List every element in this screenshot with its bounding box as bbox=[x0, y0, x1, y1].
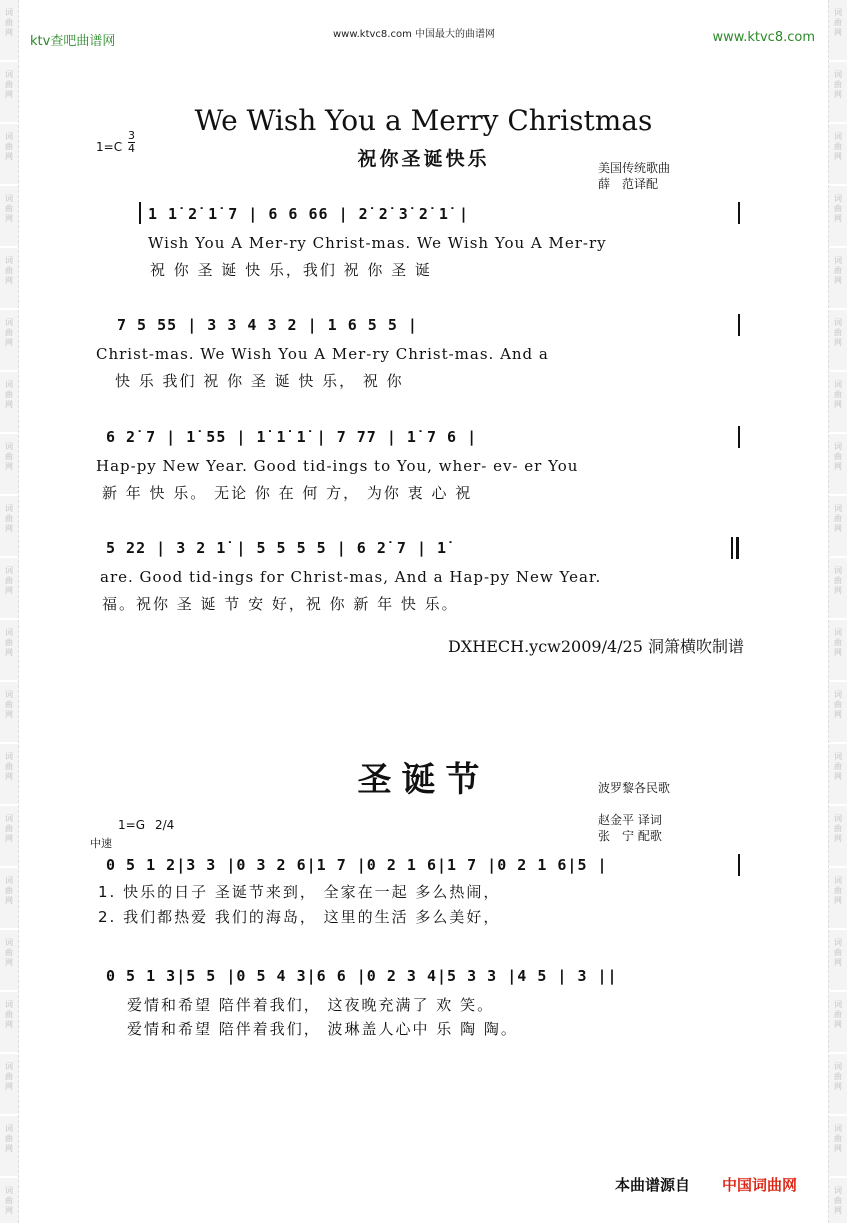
right-margin-strip bbox=[828, 0, 847, 1223]
song2-title: 圣诞节 bbox=[357, 760, 490, 800]
margin-watermark-glyph: 词 曲 网 bbox=[5, 1062, 13, 1091]
song2-row2-notes: 0 5 1 3|5 5 |0 5 4 3|6 6 |0 2 3 4|5 3 3 |4 5 | 3 || bbox=[106, 967, 618, 985]
song2-row2-lyric1: 爱情和希望 陪伴着我们， 这夜晚充满了 欢 笑。 bbox=[127, 996, 495, 1014]
margin-watermark-glyph: 词 曲 网 bbox=[5, 814, 13, 843]
song1-row1-english: Wish You A Mer-ry Christ-mas. We Wish You A Mer-ry bbox=[148, 234, 607, 252]
margin-watermark-glyph: 词 曲 网 bbox=[5, 504, 13, 533]
song1-row3-english: Hap-py New Year. Good tid-ings to You, wher- ev- er You bbox=[96, 457, 579, 475]
song2-row1-lyric1: 1. 快乐的日子 圣诞节来到， 全家在一起 多么热闹， bbox=[98, 883, 501, 901]
margin-watermark-glyph: 词 曲 网 bbox=[834, 70, 842, 99]
song1-key: 1=C bbox=[96, 140, 123, 154]
song1-row2-notes: 7 5 55 | 3 3 4 3 2 | 1 6 5 5 | bbox=[117, 316, 418, 334]
margin-watermark-glyph: 词 曲 网 bbox=[5, 1186, 13, 1215]
margin-watermark-glyph: 词 曲 网 bbox=[5, 690, 13, 719]
song1-credit bbox=[598, 160, 670, 192]
time-top: 3 bbox=[128, 129, 135, 142]
song1-title: We Wish You a Merry Christmas bbox=[194, 104, 653, 137]
margin-watermark-glyph: 词 曲 网 bbox=[834, 1062, 842, 1091]
margin-watermark-glyph: 词 曲 网 bbox=[5, 380, 13, 409]
song1-row1-chinese: 祝 你 圣 诞 快 乐，我们 祝 你 圣 诞 bbox=[150, 261, 432, 279]
margin-watermark-glyph: 词 曲 网 bbox=[834, 938, 842, 967]
song2-row1-notes: 0 5 1 2|3 3 |0 3 2 6|1 7 |0 2 1 6|1 7 |0 2 1 6|5 | bbox=[106, 856, 608, 874]
time-bottom: 4 bbox=[128, 142, 135, 155]
margin-watermark-glyph: 词 曲 网 bbox=[5, 318, 13, 347]
song1-row4-notes: 5 22 | 3 2 1̇ | 5 5 5 5 | 6 2̇ 7 | 1̇ bbox=[106, 539, 448, 557]
song1-signature: DXHECH.ycw2009/4/25 洞箫横吹制谱 bbox=[448, 637, 744, 656]
margin-watermark-glyph: 词 曲 网 bbox=[5, 70, 13, 99]
song1-row4-chinese: 福。祝你 圣 诞 节 安 好，祝 你 新 年 快 乐。 bbox=[102, 595, 459, 613]
song1-subtitle: 祝你圣诞快乐 bbox=[357, 148, 490, 170]
margin-watermark-glyph: 词 曲 网 bbox=[834, 690, 842, 719]
margin-watermark-glyph: 词 曲 网 bbox=[5, 566, 13, 595]
margin-watermark-glyph: 词 曲 网 bbox=[834, 504, 842, 533]
song2-credits bbox=[598, 812, 662, 844]
margin-watermark-glyph: 词 曲 网 bbox=[5, 8, 13, 37]
margin-watermark-glyph: 词 曲 网 bbox=[5, 1000, 13, 1029]
margin-watermark-glyph: 词 曲 网 bbox=[5, 442, 13, 471]
song1-row2-chinese: 快 乐 我们 祝 你 圣 诞 快 乐， 祝 你 bbox=[115, 372, 404, 390]
left-margin-strip bbox=[0, 0, 19, 1223]
margin-watermark-glyph: 词 曲 网 bbox=[834, 814, 842, 843]
margin-watermark-glyph: 词 曲 网 bbox=[834, 876, 842, 905]
margin-watermark-glyph: 词 曲 网 bbox=[834, 752, 842, 781]
barline bbox=[731, 537, 733, 559]
margin-watermark-glyph: 词 曲 网 bbox=[5, 1124, 13, 1153]
song1-row3-chinese: 新 年 快 乐。 无论 你 在 何 方， 为你 衷 心 祝 bbox=[102, 484, 473, 502]
margin-watermark-glyph: 词 曲 网 bbox=[834, 442, 842, 471]
barline bbox=[738, 854, 740, 876]
barline bbox=[738, 202, 740, 224]
margin-watermark-glyph: 词 曲 网 bbox=[834, 194, 842, 223]
margin-watermark-glyph: 词 曲 网 bbox=[834, 380, 842, 409]
margin-watermark-glyph: 词 曲 网 bbox=[834, 628, 842, 657]
footer-source-site[interactable]: 中国词曲网 bbox=[722, 1176, 798, 1194]
margin-watermark-glyph: 词 曲 网 bbox=[5, 132, 13, 161]
song1-row2-english: Christ-mas. We Wish You A Mer-ry Christ-mas. And a bbox=[96, 345, 549, 363]
song1-credit-line1: 美国传统歌曲 bbox=[598, 161, 671, 175]
barline bbox=[738, 314, 740, 336]
margin-watermark-glyph: 词 曲 网 bbox=[5, 194, 13, 223]
margin-watermark-glyph: 词 曲 网 bbox=[5, 876, 13, 905]
margin-watermark-glyph: 词 曲 网 bbox=[834, 566, 842, 595]
song1-credit-line2: 薛 范译配 bbox=[598, 177, 659, 191]
margin-watermark-glyph: 词 曲 网 bbox=[834, 1124, 842, 1153]
song2-tempo: 中速 bbox=[90, 837, 112, 850]
song2-row1-lyric2: 2. 我们都热爱 我们的海岛， 这里的生活 多么美好， bbox=[98, 908, 501, 926]
margin-watermark-glyph: 词 曲 网 bbox=[5, 938, 13, 967]
song1-row4-english: are. Good tid-ings for Christ-mas, And a Hap-py New Year. bbox=[100, 568, 602, 586]
margin-watermark-glyph: 词 曲 网 bbox=[834, 132, 842, 161]
margin-watermark-glyph: 词 曲 网 bbox=[834, 318, 842, 347]
header-right-site[interactable]: www.ktvc8.com bbox=[712, 30, 815, 45]
margin-watermark-glyph: 词 曲 网 bbox=[5, 628, 13, 657]
margin-watermark-glyph: 词 曲 网 bbox=[5, 256, 13, 285]
barline bbox=[139, 202, 141, 224]
song1-time-signature bbox=[128, 130, 135, 155]
header-left-site[interactable]: ktv查吧曲谱网 bbox=[30, 34, 116, 49]
margin-watermark-glyph: 词 曲 网 bbox=[834, 256, 842, 285]
margin-watermark-glyph: 词 曲 网 bbox=[834, 1186, 842, 1215]
song1-row1-notes: 1 1̇ 2̇ 1̇ 7 | 6 6 66 | 2̇ 2̇ 3̇ 2̇ 1̇ | bbox=[148, 205, 469, 223]
song2-credit-lyrics: 赵金平 译词 bbox=[598, 813, 662, 827]
song2-credit-arranger: 张 宁 配歌 bbox=[598, 829, 662, 843]
final-barline bbox=[736, 537, 739, 559]
margin-watermark-glyph: 词 曲 网 bbox=[5, 752, 13, 781]
barline bbox=[738, 426, 740, 448]
song2-row2-lyric2: 爱情和希望 陪伴着我们， 波琳盖人心中 乐 陶 陶。 bbox=[127, 1020, 518, 1038]
song1-row3-notes: 6 2̇ 7 | 1̇ 55 | 1̇ 1̇ 1̇ | 7 77 | 1̇ 7 6 | bbox=[106, 428, 478, 446]
song2-time: 2/4 bbox=[155, 818, 175, 832]
footer-source-label: 本曲谱源自 bbox=[615, 1176, 691, 1194]
margin-watermark-glyph: 词 曲 网 bbox=[834, 8, 842, 37]
song2-origin: 波罗黎各民歌 bbox=[598, 781, 671, 795]
margin-watermark-glyph: 词 曲 网 bbox=[834, 1000, 842, 1029]
song2-key: 1=G bbox=[118, 818, 145, 832]
header-center-site[interactable]: www.ktvc8.com 中国最大的曲谱网 bbox=[333, 29, 496, 40]
